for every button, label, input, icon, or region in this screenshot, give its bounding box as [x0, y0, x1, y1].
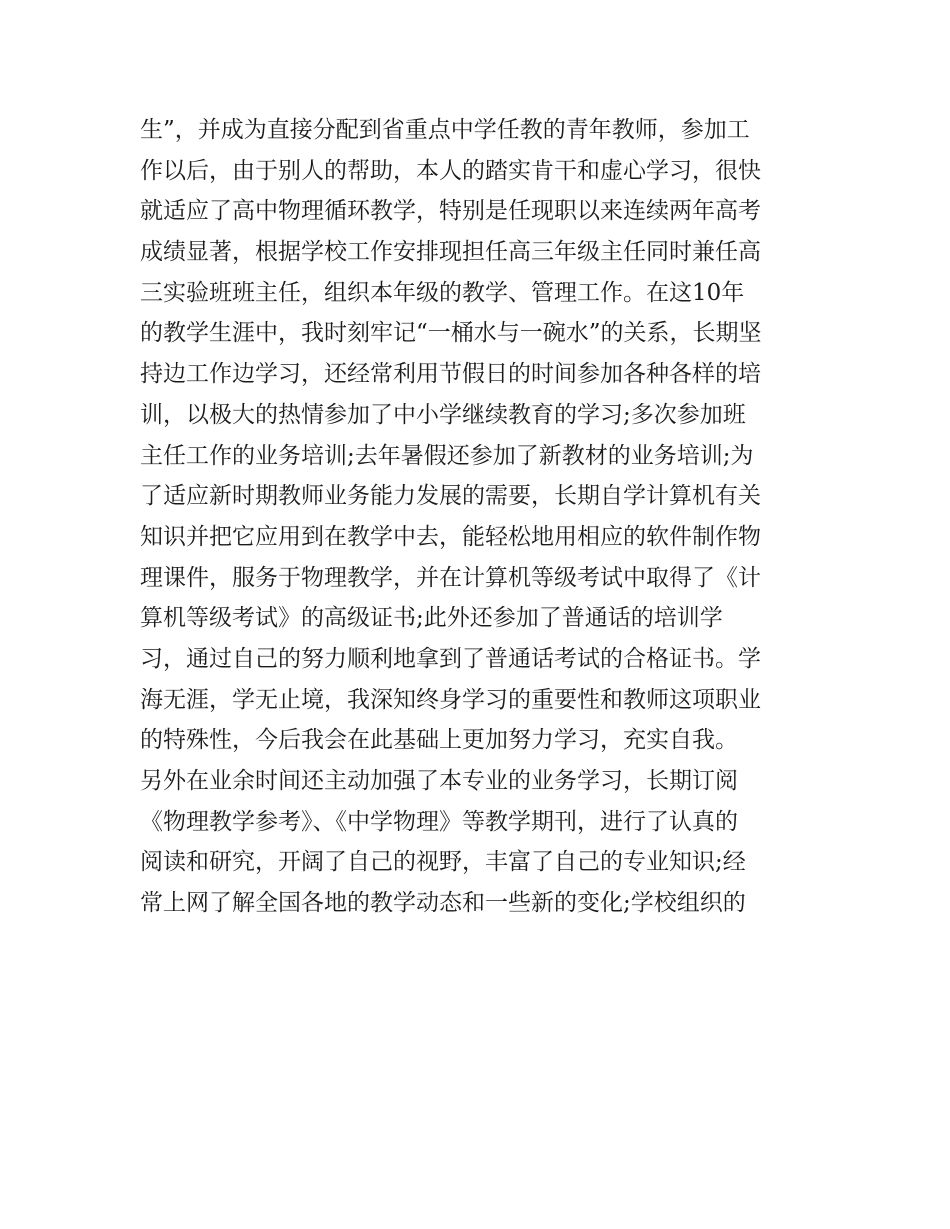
text-line-2: 作以后，由于别人的帮助，本人的踏实肯干和虚心学习，很快 — [140, 157, 761, 184]
text-line-16: 的特殊性，今后我会在此基础上更加努力学习，充实自我。 — [140, 727, 738, 754]
text-line-3: 就适应了高中物理循环教学，特别是任现职以来连续两年高考 — [140, 198, 761, 225]
text-line-19: 阅读和研究，开阔了自己的视野，丰富了自己的专业知识;经 — [140, 849, 746, 876]
text-line-13: 算机等级考试》的高级证书;此外还参加了普通话的培训学 — [140, 605, 723, 632]
text-line-12: 理课件，服务于物理教学，并在计算机等级考试中取得了《计 — [140, 564, 761, 591]
text-line-4: 成绩显著，根据学校工作安排现担任高三年级主任同时兼任高 — [140, 239, 761, 266]
text-line-6: 的教学生涯中，我时刻牢记“一桶水与一碗水”的关系，长期坚 — [140, 320, 762, 347]
text-line-18: 《物理教学参考》、《中学物理》等教学期刊，进行了认真的 — [140, 808, 738, 835]
text-line-14: 习，通过自己的努力顺利地拿到了普通话考试的合格证书。学 — [140, 645, 761, 672]
text-line-5: 三实验班班主任，组织本年级的教学、管理工作。在这10年 — [140, 279, 745, 306]
text-line-20: 常上网了解全国各地的教学动态和一些新的变化;学校组织的 — [140, 890, 746, 917]
text-line-8: 训，以极大的热情参加了中小学继续教育的学习;多次参加班 — [140, 401, 746, 428]
text-line-10: 了适应新时期教师业务能力发展的需要，长期自学计算机有关 — [140, 483, 761, 510]
text-line-1: 生”，并成为直接分配到省重点中学任教的青年教师，参加工 — [140, 117, 750, 143]
text-line-15: 海无涯，学无止境，我深知终身学习的重要性和教师这项职业 — [140, 686, 761, 713]
text-line-17: 另外在业余时间还主动加强了本专业的业务学习，长期订阅 — [140, 768, 738, 794]
text-line-7: 持边工作边学习，还经常利用节假日的时间参加各种各样的培 — [140, 361, 761, 388]
text-line-9: 主任工作的业务培训;去年暑假还参加了新教材的业务培训;为 — [140, 442, 754, 469]
body-text — [140, 110, 830, 924]
text-line-11: 知识并把它应用到在教学中去，能轻松地用相应的软件制作物 — [140, 523, 761, 550]
